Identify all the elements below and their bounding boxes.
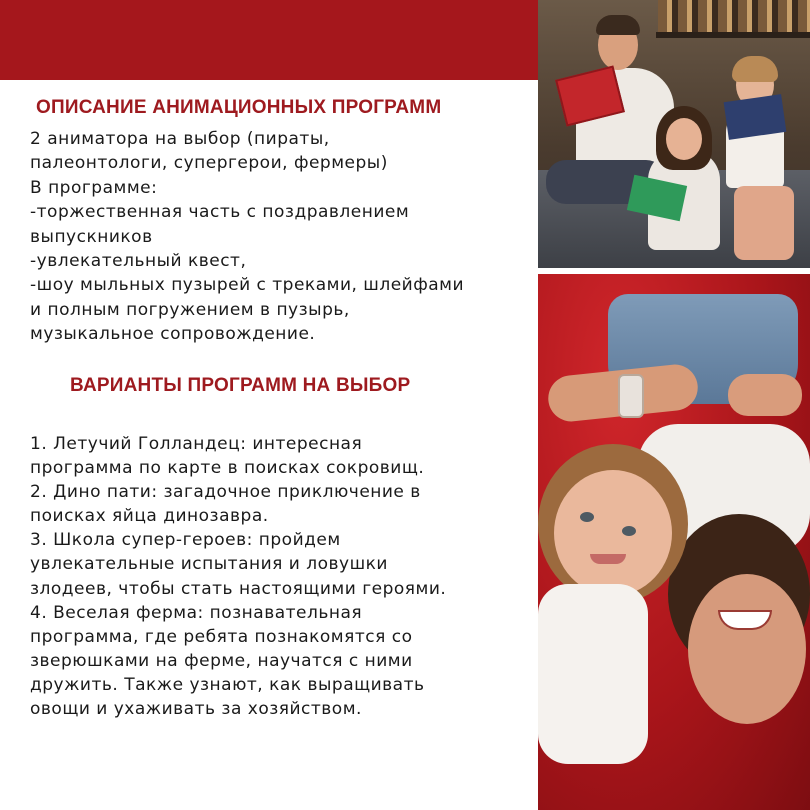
- variant-line: овощи и ухаживать за хозяйством.: [30, 699, 362, 720]
- description-line: -шоу мыльных пузырей с треками, шлейфами: [30, 275, 465, 296]
- shelf-board: [656, 32, 810, 38]
- bookshelf: [658, 0, 810, 34]
- variant-line: программа, где ребята познакомятся со: [30, 626, 413, 647]
- description-line: -торжественная часть с поздравлением: [30, 202, 410, 223]
- girl-smile: [590, 554, 626, 564]
- variant-line: 1. Летучий Голландец: интересная: [30, 434, 363, 454]
- girl-eye-right: [622, 526, 636, 536]
- variant-line: дружить. Также узнают, как выращивать: [30, 674, 425, 695]
- blue-book: [724, 94, 787, 140]
- description-line: палеонтологи, супергерои, фермеры): [30, 153, 388, 174]
- woman-face: [666, 118, 702, 160]
- man-hair: [596, 15, 640, 35]
- family-reading-photo: [538, 0, 810, 268]
- variant-line: 4. Веселая ферма: познавательная: [30, 602, 363, 623]
- description-line: -увлекательный квест,: [30, 250, 247, 271]
- mother-hand: [728, 374, 802, 416]
- girl-eye-left: [580, 512, 594, 522]
- mother-daughter-photo: [538, 274, 810, 810]
- girl-shirt: [538, 584, 648, 764]
- program-variants-text: [30, 432, 446, 721]
- variant-line: 3. Школа супер-героев: пройдем: [30, 530, 341, 551]
- variant-line: 2. Дино пати: загадочное приключение в: [30, 482, 421, 503]
- top-color-band: [0, 0, 538, 80]
- variant-line: программа по карте в поисках сокровищ.: [30, 458, 425, 479]
- mother-face: [688, 574, 806, 724]
- girl-face-bottom: [554, 470, 672, 596]
- description-line: музыкальное сопровождение.: [30, 324, 316, 345]
- variant-line: зверюшками на ферме, научатся с ними: [30, 650, 413, 671]
- variant-line: поисках яйца динозавра.: [30, 506, 269, 527]
- watch: [618, 374, 644, 418]
- description-line: и полным погружением в пузырь,: [30, 299, 350, 320]
- section-title-program-variants: ВАРИАНТЫ ПРОГРАММ НА ВЫБОР: [70, 375, 411, 396]
- variant-line: злодеев, чтобы стать настоящими героями.: [30, 578, 447, 599]
- section-title-program-description: ОПИСАНИЕ АНИМАЦИОННЫХ ПРОГРАММ: [36, 97, 442, 118]
- description-line: выпускников: [30, 226, 153, 247]
- description-line: В программе:: [30, 177, 158, 198]
- description-line: 2 аниматора на выбор (пираты,: [30, 129, 330, 149]
- variant-line: увлекательные испытания и ловушки: [30, 554, 388, 575]
- girl-hair: [732, 56, 778, 82]
- girl-legs: [734, 186, 794, 260]
- program-description-text: [30, 127, 464, 347]
